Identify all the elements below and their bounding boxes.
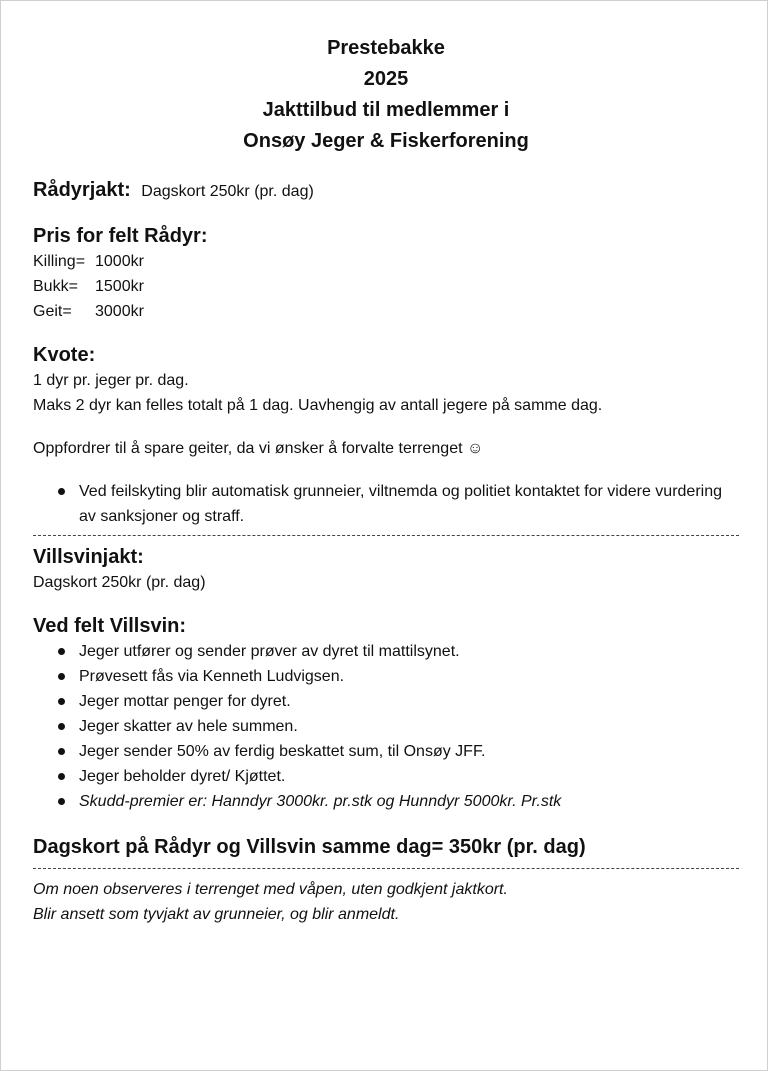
title-organization: Onsøy Jeger & Fiskerforening (243, 130, 529, 152)
radyr-section-header (33, 177, 739, 205)
price-value: 1500kr (95, 278, 144, 295)
radyr-warning-list (33, 479, 739, 529)
list-item: Jeger beholder dyret/ Kjøttet. (53, 764, 739, 789)
price-row-bukk (33, 274, 739, 299)
title-location: Prestebakke (327, 37, 445, 59)
list-item: Jeger sender 50% av ferdig beskattet sum, til Onsøy JFF. (53, 739, 739, 764)
price-row-geit (33, 299, 739, 324)
section-divider (33, 535, 739, 536)
price-value: 3000kr (95, 303, 144, 320)
list-item: Jeger mottar penger for dyret. (53, 689, 739, 714)
document-content (33, 33, 739, 927)
document-title (33, 33, 739, 157)
title-offer: Jakttilbud til medlemmer i (262, 99, 510, 121)
section-divider (33, 868, 739, 869)
encourage-text: Oppfordrer til å spare geiter, da vi ønsker å forvalte terrenget ☺ (33, 440, 484, 457)
price-label: Bukk= (33, 278, 78, 295)
combined-daycard: Dagskort på Rådyr og Villsvin samme dag= 350kr (pr. dag) (33, 836, 586, 858)
villsvin-felt-heading: Ved felt Villsvin: (33, 615, 187, 637)
quota-line-2: Maks 2 dyr kan felles totalt på 1 dag. Uavhengig av antall jegere på samme dag. (33, 397, 603, 414)
villsvin-list (33, 639, 739, 814)
radyr-daycard: Dagskort 250kr (pr. dag) (141, 183, 314, 200)
list-item: Jeger utfører og sender prøver av dyret til mattilsynet. (53, 639, 739, 664)
premium-item: Skudd-premier er: Hanndyr 3000kr. pr.stk og Hunndyr 5000kr. Pr.stk (53, 789, 739, 814)
title-year: 2025 (363, 68, 409, 90)
radyr-price-list (33, 249, 739, 324)
list-item: Prøvesett fås via Kenneth Ludvigsen. (53, 664, 739, 689)
footer-note-2: Blir ansett som tyvjakt av grunneier, og blir anmeldt. (33, 906, 400, 923)
price-label: Geit= (33, 303, 72, 320)
villsvin-heading: Villsvinjakt: (33, 546, 144, 568)
footer-note-1: Om noen observeres i terrenget med våpen, uten godkjent jaktkort. (33, 881, 508, 898)
price-value: 1000kr (95, 253, 144, 270)
warning-item: Ved feilskyting blir automatisk grunneier, viltnemda og politiet kontaktet for videre vurdering av sanksjoner og straff. (53, 479, 739, 529)
villsvin-daycard: Dagskort 250kr (pr. dag) (33, 574, 206, 591)
quota-line-1: 1 dyr pr. jeger pr. dag. (33, 372, 189, 389)
list-item: Jeger skatter av hele summen. (53, 714, 739, 739)
radyr-price-heading: Pris for felt Rådyr: (33, 225, 208, 247)
quota-heading: Kvote: (33, 344, 96, 366)
price-label: Killing= (33, 253, 86, 270)
price-row-killing (33, 249, 739, 274)
radyr-heading: Rådyrjakt: (33, 179, 131, 201)
